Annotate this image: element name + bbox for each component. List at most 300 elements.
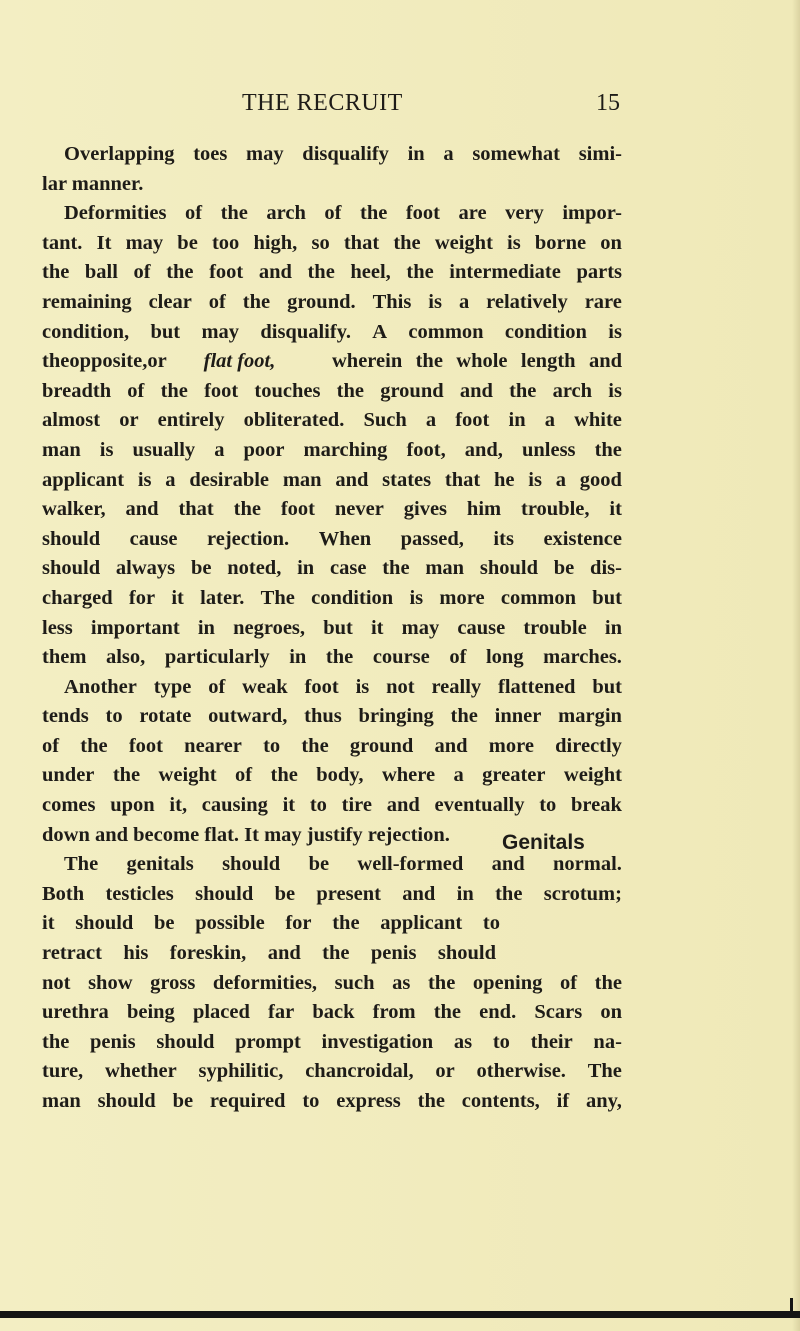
- word: always: [115, 557, 176, 580]
- word: When: [318, 527, 372, 550]
- word: of: [449, 646, 467, 669]
- word: back: [312, 1001, 355, 1024]
- word: but: [150, 320, 181, 343]
- word: unless: [521, 438, 576, 461]
- word: a: [165, 468, 176, 491]
- word: walker,: [42, 498, 106, 521]
- word: ture,: [42, 1060, 84, 1083]
- word: the: [270, 764, 298, 787]
- word: to: [309, 794, 327, 817]
- word: foot: [204, 379, 239, 402]
- word: The: [64, 853, 99, 876]
- word: comes: [42, 794, 96, 817]
- word: the: [42, 261, 70, 284]
- word: cause: [129, 527, 178, 550]
- word: end.: [479, 1001, 517, 1024]
- word: any,: [586, 1090, 622, 1112]
- page-edge-shadow: [792, 0, 800, 1331]
- word: rotate: [139, 705, 192, 728]
- text-line: [42, 377, 622, 407]
- word: ground: [349, 734, 414, 757]
- word: simi-: [578, 143, 622, 165]
- line-words-before: [42, 347, 167, 377]
- word: the: [427, 971, 456, 994]
- word: negroes,: [233, 616, 306, 639]
- word: arch: [552, 379, 593, 402]
- word: causing: [201, 794, 268, 817]
- word: course: [372, 646, 430, 669]
- word: to: [263, 734, 281, 757]
- word: foot: [405, 202, 440, 225]
- word: the: [220, 202, 248, 225]
- word: desirable: [189, 468, 270, 491]
- running-title: THE RECRUIT: [242, 90, 403, 116]
- text-line: [42, 525, 622, 555]
- word: and: [258, 261, 292, 284]
- word: the: [80, 734, 108, 757]
- text-line: [42, 584, 622, 614]
- word: or: [119, 409, 139, 432]
- word: a: [425, 409, 437, 432]
- word: touches: [254, 379, 321, 402]
- word: whole: [456, 350, 508, 373]
- text-line: [42, 643, 622, 673]
- word: type: [153, 675, 192, 698]
- word: gross: [150, 971, 196, 994]
- word: should: [42, 557, 101, 580]
- word: opening: [472, 971, 543, 994]
- word: to: [539, 794, 557, 817]
- word: later.: [200, 586, 245, 609]
- word: weak: [242, 675, 288, 698]
- word: particularly: [164, 646, 270, 669]
- word: high,: [253, 231, 298, 254]
- word: It: [96, 231, 112, 254]
- word: for: [285, 912, 312, 935]
- text-line: [42, 791, 622, 821]
- word: under: [42, 764, 95, 787]
- word: present: [316, 882, 381, 905]
- word: of: [324, 202, 342, 225]
- word: ground.: [287, 290, 356, 313]
- word: important: [90, 616, 180, 639]
- text-line: [42, 170, 622, 200]
- word: the: [495, 882, 523, 905]
- text-line: [42, 1057, 622, 1087]
- word: of: [235, 764, 253, 787]
- word: dis-: [590, 557, 622, 580]
- word: the: [307, 261, 335, 284]
- word: it: [171, 586, 184, 609]
- word: remaining: [42, 290, 132, 313]
- word: margin: [558, 705, 622, 728]
- text-line: [42, 702, 622, 732]
- text-line: [42, 140, 622, 170]
- word: and: [386, 794, 420, 817]
- word: wherein: [332, 350, 403, 373]
- word: the: [112, 764, 141, 787]
- word: of: [208, 675, 226, 698]
- word: tire: [341, 794, 372, 817]
- word: Such: [363, 409, 407, 432]
- word: This: [372, 290, 412, 313]
- word: ground: [380, 379, 444, 402]
- word: should: [195, 882, 254, 905]
- bottom-rule-tick: [790, 1298, 793, 1312]
- word: prompt: [235, 1030, 301, 1053]
- text-line: [42, 673, 622, 703]
- word: in: [197, 616, 215, 639]
- word: the: [450, 705, 478, 728]
- word: contents,: [461, 1090, 540, 1112]
- text-line: [42, 318, 622, 348]
- word: the: [160, 379, 188, 402]
- word: so: [311, 231, 330, 254]
- word: condition,: [42, 320, 130, 343]
- text-line-with-emphasis: [42, 347, 622, 377]
- word: foot: [128, 734, 163, 757]
- text-line: [42, 258, 622, 288]
- word: a: [458, 290, 470, 313]
- word: may: [401, 616, 440, 639]
- word: their: [530, 1030, 573, 1053]
- word: marches.: [543, 646, 622, 669]
- word: the: [332, 912, 360, 935]
- word: borne: [534, 231, 587, 254]
- word: body,: [316, 764, 364, 787]
- word: gives: [403, 498, 448, 521]
- word: too: [211, 231, 240, 254]
- word: a: [214, 438, 225, 461]
- text-line: [42, 436, 622, 466]
- word: condition: [504, 320, 587, 343]
- word: placed: [192, 1001, 250, 1024]
- word: eventually: [434, 794, 525, 817]
- word: outward,: [208, 705, 288, 728]
- word: more: [439, 586, 485, 609]
- word: long: [485, 646, 524, 669]
- word: express: [336, 1090, 401, 1112]
- word: trouble: [523, 616, 587, 639]
- word: scrotum;: [543, 882, 622, 905]
- word: well-formed: [357, 853, 464, 876]
- word: is: [608, 379, 622, 402]
- word: trouble,: [521, 498, 590, 521]
- word: and: [335, 468, 369, 491]
- word: a: [544, 409, 555, 432]
- word: the: [42, 350, 70, 373]
- word: and: [402, 882, 436, 905]
- word: Deformities: [64, 202, 167, 225]
- word: of: [184, 202, 203, 225]
- word: for: [128, 586, 156, 609]
- word: the: [325, 646, 354, 669]
- word: may: [246, 143, 284, 165]
- word: foot,: [406, 438, 446, 461]
- word: disqualify: [302, 143, 389, 165]
- word: in: [297, 557, 315, 580]
- word: genitals: [126, 853, 194, 876]
- word: it: [370, 616, 384, 639]
- word: noted,: [227, 557, 282, 580]
- word: may: [201, 320, 240, 343]
- word: and: [588, 350, 622, 373]
- bottom-rule: [0, 1311, 800, 1318]
- word: and: [125, 498, 159, 521]
- word: states: [382, 468, 432, 491]
- word: A: [372, 320, 388, 343]
- word: be: [177, 231, 198, 254]
- text-line: [42, 998, 622, 1028]
- word: the: [42, 1030, 70, 1053]
- word: should: [222, 853, 281, 876]
- word: urethra: [42, 1001, 109, 1024]
- word: flattened: [498, 675, 576, 698]
- text-line: [42, 909, 500, 939]
- word: the: [433, 1001, 462, 1024]
- word: condition: [311, 586, 394, 609]
- word: a: [453, 764, 464, 787]
- word: good: [579, 468, 622, 491]
- flat-foot-term: flat foot,: [203, 350, 276, 373]
- word: the: [166, 261, 194, 284]
- word: inner: [494, 705, 542, 728]
- word: Another: [64, 675, 137, 698]
- word: that: [178, 498, 214, 521]
- word: it,: [169, 794, 188, 817]
- word: to: [482, 912, 500, 935]
- word: in: [407, 143, 425, 165]
- word: na-: [593, 1030, 622, 1053]
- word: is: [355, 675, 370, 698]
- word: very: [505, 202, 544, 225]
- word: Scars: [534, 1001, 583, 1024]
- body-text: [42, 140, 622, 1117]
- word: relatively: [486, 290, 568, 313]
- page-number: 15: [596, 90, 620, 116]
- word: and: [491, 853, 525, 876]
- word: greater: [482, 764, 546, 787]
- word: the: [406, 261, 434, 284]
- word: almost: [42, 409, 101, 432]
- word: should: [156, 1030, 215, 1053]
- word: the: [415, 350, 443, 373]
- word: never: [334, 498, 384, 521]
- word: to: [492, 1030, 510, 1053]
- word: weight: [563, 764, 622, 787]
- word: foot: [209, 261, 244, 284]
- word: the: [594, 971, 622, 994]
- word: of: [133, 261, 151, 284]
- word: marching: [303, 438, 388, 461]
- word: nearer: [184, 734, 242, 757]
- word: is: [608, 320, 622, 343]
- word: be: [274, 882, 296, 905]
- word: the: [360, 202, 388, 225]
- word: The: [260, 586, 295, 609]
- word: cause: [457, 616, 506, 639]
- word: deformities,: [212, 971, 318, 994]
- word: in: [456, 882, 474, 905]
- word: his: [123, 942, 149, 965]
- word: or: [147, 350, 167, 373]
- word: Overlapping: [64, 143, 175, 165]
- word: as: [453, 1030, 473, 1053]
- word: should: [42, 527, 101, 550]
- word: weight: [434, 231, 493, 254]
- word: and: [267, 942, 301, 965]
- word: be: [154, 912, 175, 935]
- word: also,: [105, 646, 146, 669]
- word: is: [409, 586, 424, 609]
- word: as: [392, 971, 411, 994]
- word: impor-: [562, 202, 622, 225]
- word: less: [42, 616, 73, 639]
- word: it: [282, 794, 296, 817]
- word: more: [488, 734, 534, 757]
- word: foot: [304, 675, 339, 698]
- word: length: [520, 350, 576, 373]
- word: bringing: [358, 705, 434, 728]
- word: is: [99, 438, 114, 461]
- word: retract: [42, 942, 102, 965]
- text-line: [42, 1028, 622, 1058]
- word: case: [330, 557, 367, 580]
- word: man: [42, 1090, 81, 1112]
- word: required: [209, 1090, 286, 1112]
- text-line: [42, 229, 622, 259]
- word: man: [282, 468, 322, 491]
- word: whether: [104, 1060, 177, 1083]
- word: syphilitic,: [198, 1060, 284, 1083]
- text-line: [42, 761, 622, 791]
- word: the: [322, 942, 350, 965]
- word: is: [428, 290, 442, 313]
- word: really: [431, 675, 482, 698]
- word: but: [592, 675, 622, 698]
- text-line: [42, 406, 622, 436]
- word: clear: [148, 290, 192, 313]
- word: The: [587, 1060, 622, 1083]
- word: on: [600, 231, 622, 254]
- word: normal.: [553, 853, 622, 876]
- word: be: [553, 557, 575, 580]
- word: be: [308, 853, 330, 876]
- word: weight: [158, 764, 217, 787]
- word: foreskin,: [169, 942, 247, 965]
- word: upon: [110, 794, 155, 817]
- word: is: [507, 231, 521, 254]
- word: being: [126, 1001, 175, 1024]
- text-line: [42, 288, 622, 318]
- word: possible: [195, 912, 265, 935]
- word: he: [494, 468, 515, 491]
- text-line: [42, 969, 622, 999]
- word: Both: [42, 882, 85, 905]
- word: of: [127, 379, 145, 402]
- word: such: [334, 971, 375, 994]
- word: penis: [370, 942, 417, 965]
- word: heel,: [350, 261, 391, 284]
- word: and,: [464, 438, 503, 461]
- word: it: [609, 498, 622, 521]
- word: entirely: [157, 409, 225, 432]
- word: breadth: [42, 379, 112, 402]
- word: rejection.: [207, 527, 290, 550]
- word: in: [289, 646, 307, 669]
- word: is: [528, 468, 542, 491]
- word: toes: [193, 143, 228, 165]
- word: is: [137, 468, 152, 491]
- word: a: [443, 143, 454, 165]
- word: not: [42, 971, 71, 994]
- word: that: [343, 231, 380, 254]
- word: far: [268, 1001, 295, 1024]
- word: the: [242, 290, 271, 313]
- word: man: [425, 557, 465, 580]
- word: chancroidal,: [305, 1060, 414, 1083]
- word: lar manner.: [42, 172, 144, 195]
- word: rare: [584, 290, 622, 313]
- word: on: [600, 1001, 622, 1024]
- word: somewhat: [472, 143, 561, 165]
- word: white: [574, 409, 622, 432]
- word: foot: [280, 498, 316, 521]
- word: applicant: [42, 468, 125, 491]
- word: the: [301, 734, 329, 757]
- word: opposite,: [69, 350, 148, 373]
- word: the: [382, 557, 410, 580]
- word: a: [555, 468, 567, 491]
- word: but: [592, 586, 622, 609]
- word: the: [594, 438, 622, 461]
- word: that: [444, 468, 481, 491]
- word: should: [479, 557, 538, 580]
- word: parts: [576, 261, 622, 284]
- text-line: [42, 466, 622, 496]
- word: not: [386, 675, 415, 698]
- word: but: [323, 616, 353, 639]
- word: should: [97, 1090, 156, 1112]
- word: show: [88, 971, 133, 994]
- text-line: [42, 732, 622, 762]
- word: if: [556, 1090, 570, 1112]
- word: it: [42, 912, 55, 935]
- word: and: [459, 379, 493, 402]
- word: him: [466, 498, 502, 521]
- word: in: [508, 409, 526, 432]
- margin-sidenote: Genitals: [502, 831, 585, 854]
- word: tant.: [42, 231, 83, 254]
- word: should: [437, 942, 496, 965]
- word: testicles: [105, 882, 174, 905]
- word: to: [302, 1090, 320, 1112]
- word: investigation: [321, 1030, 434, 1053]
- word: common: [408, 320, 484, 343]
- word: charged: [42, 586, 113, 609]
- word: the: [509, 379, 537, 402]
- word: disqualify.: [260, 320, 351, 343]
- word: the: [417, 1090, 445, 1112]
- word: break: [570, 794, 622, 817]
- word: where: [381, 764, 436, 787]
- word: applicant: [380, 912, 463, 935]
- word: poor: [243, 438, 285, 461]
- line-words-after: [332, 347, 622, 377]
- word: be: [190, 557, 212, 580]
- word: to: [105, 705, 123, 728]
- word: of: [42, 734, 60, 757]
